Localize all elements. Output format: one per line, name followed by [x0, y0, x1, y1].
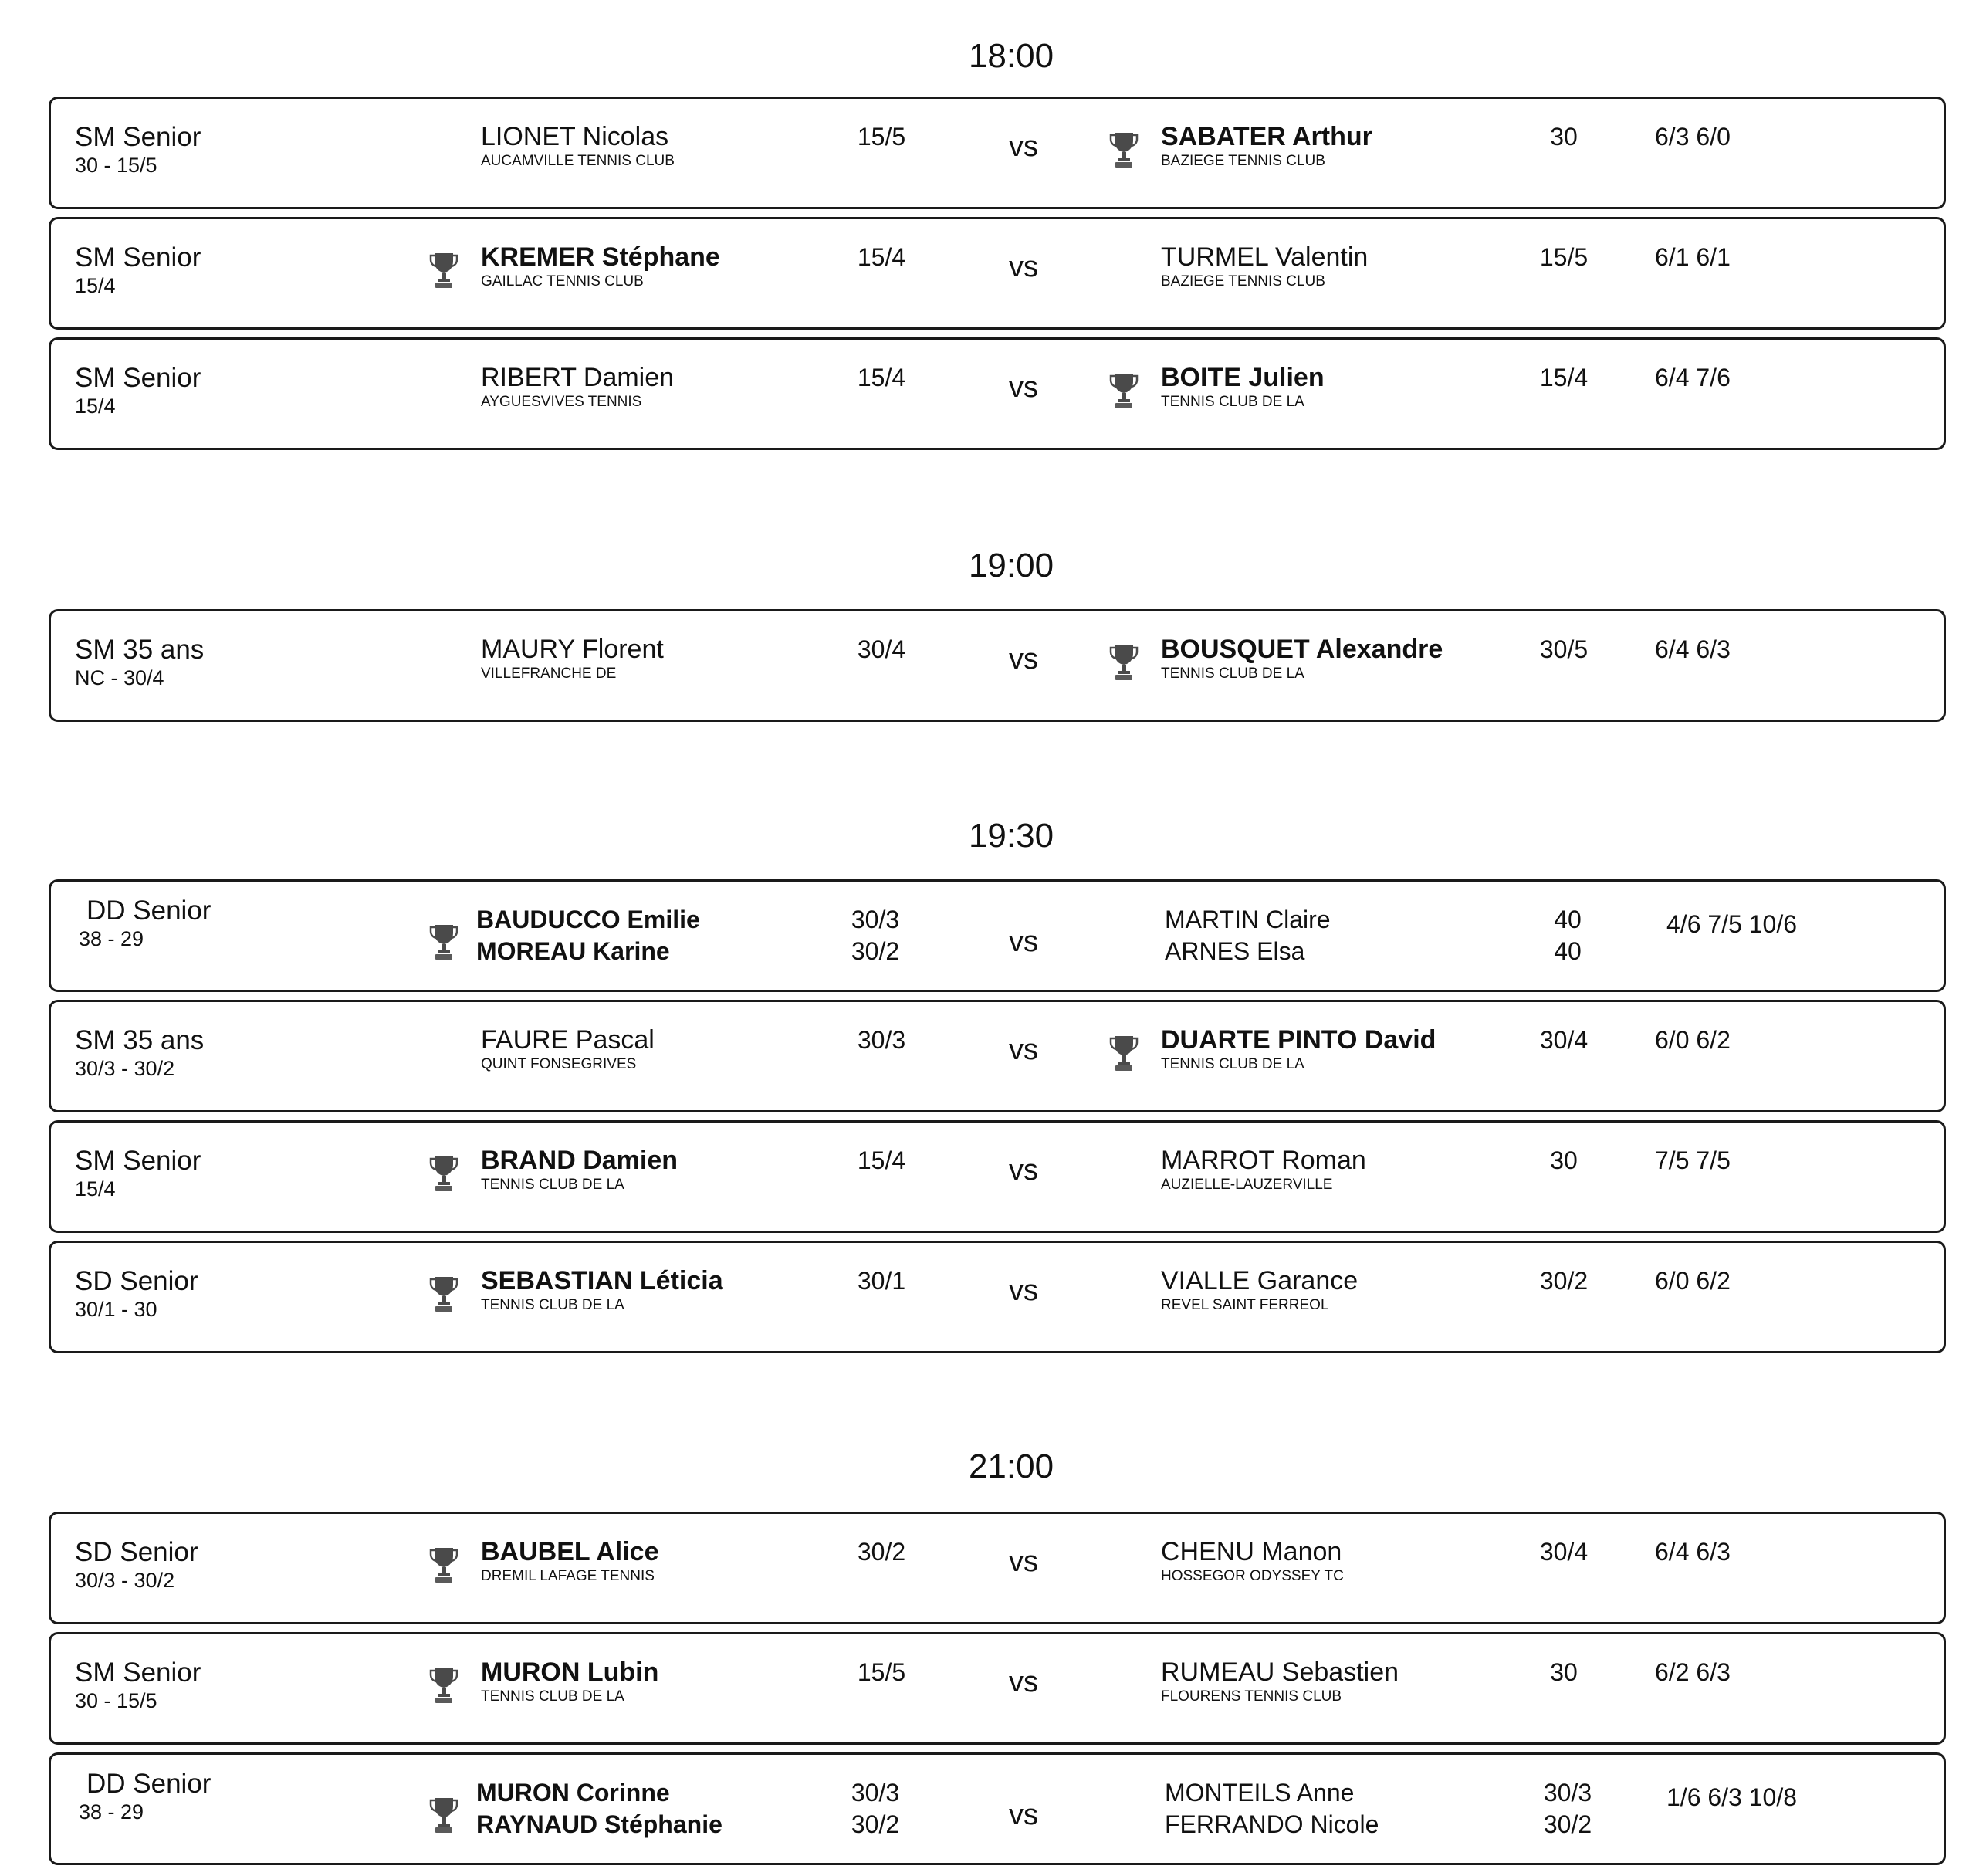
player2-rank: 30 [1550, 1658, 1578, 1686]
player1-name: SEBASTIAN Léticia [481, 1266, 723, 1295]
team1-player1-rank: 30/3 [851, 1779, 900, 1807]
player2-club: BAZIEGE TENNIS CLUB [1161, 153, 1325, 169]
team2-player1-rank: 40 [1554, 906, 1582, 933]
player2-name: DUARTE PINTO David [1161, 1025, 1436, 1055]
player2-rank: 30/2 [1539, 1267, 1589, 1295]
match-category: SM Senior [75, 1146, 201, 1176]
player1-club: VILLEFRANCHE DE [481, 665, 617, 682]
match-score: 6/4 6/3 [1655, 1538, 1731, 1566]
match-score: 6/4 6/3 [1655, 635, 1731, 663]
player2-rank: 30 [1550, 123, 1578, 151]
trophy-icon [429, 1274, 458, 1314]
match-subtitle: 38 - 29 [79, 1800, 144, 1824]
match-subtitle: 15/4 [75, 274, 116, 297]
match-category: SM Senior [75, 242, 201, 273]
trophy-icon [429, 250, 458, 290]
match-score: 7/5 7/5 [1655, 1146, 1731, 1174]
trophy-icon [1109, 1033, 1139, 1073]
player2-club: FLOURENS TENNIS CLUB [1161, 1688, 1342, 1705]
team2-player1-name: MARTIN Claire [1165, 906, 1331, 933]
team2-player2-rank: 40 [1554, 937, 1582, 965]
trophy-icon [429, 1545, 458, 1585]
match-category: SM Senior [75, 1658, 201, 1688]
match-card[interactable] [49, 1512, 1946, 1624]
match-card[interactable] [49, 1241, 1946, 1353]
player1-club: TENNIS CLUB DE LA [481, 1297, 624, 1313]
team2-player2-name: ARNES Elsa [1165, 937, 1305, 965]
match-subtitle: 15/4 [75, 1177, 116, 1200]
trophy-icon [429, 1153, 458, 1194]
match-score: 6/1 6/1 [1655, 243, 1731, 271]
team1-player2-name: RAYNAUD Stéphanie [476, 1810, 722, 1838]
player2-club: AUZIELLE-LAUZERVILLE [1161, 1177, 1333, 1193]
match-category: SM Senior [75, 122, 201, 152]
match-subtitle: 30/3 - 30/2 [75, 1569, 175, 1592]
player2-rank: 15/4 [1539, 364, 1589, 391]
team1-player2-rank: 30/2 [851, 937, 900, 965]
player2-club: TENNIS CLUB DE LA [1161, 1056, 1304, 1072]
match-category: SD Senior [75, 1266, 198, 1296]
player2-name: VIALLE Garance [1161, 1266, 1358, 1295]
team2-player1-rank: 30/3 [1543, 1779, 1592, 1807]
trophy-icon [429, 1795, 458, 1835]
team1-player1-rank: 30/3 [851, 906, 900, 933]
player2-name: TURMEL Valentin [1161, 242, 1369, 272]
match-card[interactable] [49, 1632, 1946, 1745]
match-subtitle: 30 - 15/5 [75, 1689, 157, 1712]
player1-rank: 30/2 [857, 1538, 906, 1566]
team2-player2-rank: 30/2 [1543, 1810, 1592, 1838]
player2-rank: 30/5 [1539, 635, 1589, 663]
versus-label: vs [1009, 1034, 1038, 1066]
player2-name: BOITE Julien [1161, 363, 1325, 392]
team2-player2-name: FERRANDO Nicole [1165, 1810, 1379, 1838]
team1-player1-name: MURON Corinne [476, 1779, 670, 1807]
team1-player2-rank: 30/2 [851, 1810, 900, 1838]
player2-rank: 15/5 [1539, 243, 1589, 271]
versus-label: vs [1009, 130, 1038, 163]
player2-rank: 30/4 [1539, 1538, 1589, 1566]
player1-club: DREMIL LAFAGE TENNIS [481, 1568, 655, 1584]
trophy-icon [1109, 371, 1139, 411]
player1-club: TENNIS CLUB DE LA [481, 1688, 624, 1705]
versus-label: vs [1009, 371, 1038, 404]
session-time: 19:30 [968, 817, 1054, 855]
match-subtitle: 15/4 [75, 395, 116, 418]
player2-name: BOUSQUET Alexandre [1161, 635, 1443, 664]
versus-label: vs [1009, 926, 1038, 958]
match-category: DD Senior [86, 896, 211, 926]
match-score: 6/0 6/2 [1655, 1267, 1731, 1295]
player2-name: SABATER Arthur [1161, 122, 1372, 151]
match-card[interactable] [49, 1000, 1946, 1112]
player1-club: AUCAMVILLE TENNIS CLUB [481, 153, 675, 169]
player2-club: REVEL SAINT FERREOL [1161, 1297, 1329, 1313]
player1-club: GAILLAC TENNIS CLUB [481, 273, 644, 290]
player2-club: BAZIEGE TENNIS CLUB [1161, 273, 1325, 290]
match-category: SD Senior [75, 1537, 198, 1567]
player1-name: FAURE Pascal [481, 1025, 655, 1055]
player1-name: MAURY Florent [481, 635, 664, 664]
doubles-match-card[interactable] [49, 879, 1946, 992]
player1-rank: 30/3 [857, 1026, 906, 1054]
match-card[interactable] [49, 1120, 1946, 1233]
session-time: 19:00 [968, 547, 1054, 584]
match-subtitle: 38 - 29 [79, 927, 144, 950]
versus-label: vs [1009, 1275, 1038, 1307]
match-card[interactable] [49, 97, 1946, 209]
match-category: DD Senior [86, 1769, 211, 1799]
player1-club: AYGUESVIVES TENNIS [481, 394, 642, 410]
trophy-icon [1109, 130, 1139, 170]
versus-label: vs [1009, 251, 1038, 283]
player1-rank: 15/4 [857, 243, 906, 271]
player2-club: HOSSEGOR ODYSSEY TC [1161, 1568, 1344, 1584]
match-score: 4/6 7/5 10/6 [1666, 910, 1798, 938]
versus-label: vs [1009, 1666, 1038, 1698]
versus-label: vs [1009, 1546, 1038, 1578]
player1-rank: 30/4 [857, 635, 906, 663]
session-time: 21:00 [968, 1448, 1054, 1485]
trophy-icon [429, 1665, 458, 1705]
player1-rank: 15/5 [857, 123, 906, 151]
versus-label: vs [1009, 1154, 1038, 1187]
match-subtitle: 30 - 15/5 [75, 154, 157, 177]
match-score: 6/4 7/6 [1655, 364, 1731, 391]
team2-player1-name: MONTEILS Anne [1165, 1779, 1355, 1807]
match-card[interactable] [49, 337, 1946, 450]
player1-rank: 15/5 [857, 1658, 906, 1686]
versus-label: vs [1009, 643, 1038, 676]
player2-club: TENNIS CLUB DE LA [1161, 665, 1304, 682]
match-score: 6/3 6/0 [1655, 123, 1731, 151]
match-score: 1/6 6/3 10/8 [1666, 1783, 1798, 1811]
team1-player2-name: MOREAU Karine [476, 937, 670, 965]
match-subtitle: NC - 30/4 [75, 666, 164, 689]
versus-label: vs [1009, 1799, 1038, 1831]
player1-name: LIONET Nicolas [481, 122, 669, 151]
match-subtitle: 30/3 - 30/2 [75, 1057, 175, 1080]
match-category: SM 35 ans [75, 1025, 205, 1055]
player1-rank: 15/4 [857, 1146, 906, 1174]
player2-rank: 30 [1550, 1146, 1578, 1174]
player2-name: RUMEAU Sebastien [1161, 1658, 1399, 1687]
player2-name: MARROT Roman [1161, 1146, 1366, 1175]
player1-name: RIBERT Damien [481, 363, 675, 392]
player1-rank: 15/4 [857, 364, 906, 391]
player1-rank: 30/1 [857, 1267, 906, 1295]
trophy-icon [429, 922, 458, 962]
player1-club: TENNIS CLUB DE LA [481, 1177, 624, 1193]
player2-rank: 30/4 [1539, 1026, 1589, 1054]
match-score: 6/2 6/3 [1655, 1658, 1731, 1686]
match-subtitle: 30/1 - 30 [75, 1298, 157, 1321]
match-score: 6/0 6/2 [1655, 1026, 1731, 1054]
team1-player1-name: BAUDUCCO Emilie [476, 906, 700, 933]
match-category: SM 35 ans [75, 635, 205, 665]
match-card[interactable] [49, 217, 1946, 330]
session-time: 18:00 [968, 37, 1054, 75]
trophy-icon [1109, 642, 1139, 682]
player1-name: KREMER Stéphane [481, 242, 720, 272]
doubles-match-card[interactable] [49, 1752, 1946, 1865]
match-category: SM Senior [75, 363, 201, 393]
player2-name: CHENU Manon [1161, 1537, 1342, 1566]
player1-club: QUINT FONSEGRIVES [481, 1056, 637, 1072]
player1-name: BRAND Damien [481, 1146, 678, 1175]
player2-club: TENNIS CLUB DE LA [1161, 394, 1304, 410]
match-card[interactable] [49, 609, 1946, 722]
player1-name: BAUBEL Alice [481, 1537, 659, 1566]
player1-name: MURON Lubin [481, 1658, 659, 1687]
